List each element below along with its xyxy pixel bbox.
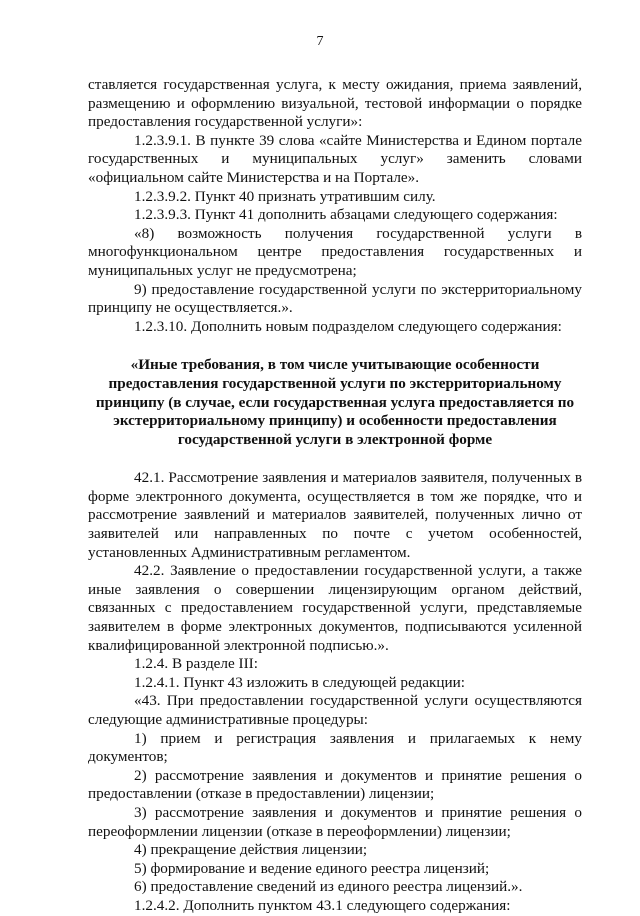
paragraph: «43. При предоставлении государственной услуги осуществляются следующие административные процедуры: bbox=[88, 692, 582, 728]
paragraph: 1.2.4.1. Пункт 43 изложить в следующей редакции: bbox=[134, 673, 465, 691]
paragraph: 1.2.3.9.3. Пункт 41 дополнить абзацами следующего содержания: bbox=[134, 206, 558, 224]
paragraph: 2) рассмотрение заявления и документов и принятие решения о предоставлении (отказе в предоставлении) лицензии; bbox=[88, 766, 582, 803]
paragraph: 1.2.4.2. Дополнить пунктом 43.1 следующего содержания: bbox=[134, 896, 511, 914]
paragraph: 1.2.3.10. Дополнить новым подразделом следующего содержания: bbox=[134, 317, 562, 335]
paragraph: 42.1. Рассмотрение заявления и материалов заявителя, полученных в форме электронного документа, осуществляется в том же порядке, что и рассмотрение заявлений и материалов заявителей, полученных лично от заявителей или направленных по почте с учетом особенностей, установленных Административным регламентом. bbox=[88, 469, 582, 561]
paragraph: 1.2.3.9.1. В пункте 39 слова «сайте Министерства и Едином портале государственных и муниципальных услуг» заменить словами «официальном сайте Министерства и на Портале». bbox=[88, 131, 582, 186]
paragraph: 9) предоставление государственной услуги по экстерриториальному принципу не осуществляется.». bbox=[88, 280, 582, 317]
paragraph: 5) формирование и ведение единого реестра лицензий; bbox=[134, 859, 490, 877]
paragraph: 1) прием и регистрация заявления и прилагаемых к нему документов; bbox=[88, 729, 582, 766]
paragraph: 4) прекращение действия лицензии; bbox=[134, 841, 368, 859]
paragraph: ставляется государственная услуга, к месту ожидания, приема заявлений, размещению и оформлению визуальной, тестовой информации о порядке предоставления государственной услуги»: bbox=[88, 76, 582, 131]
paragraph: 42.2. Заявление о предоставлении государственной услуги, а также иные заявления о совершении лицензирующим органом действий, связанных с предоставлением государственной услуги, представляемые заявителем в форме электронных документов, подписываются усиленной квалифицированной электронной подписью.». bbox=[88, 562, 582, 654]
paragraph: «8) возможность получения государственной услуги в многофункциональном центре предоставления государственных и муниципальных услуг не предусмотрена; bbox=[88, 224, 582, 279]
section-heading: «Иные требования, в том числе учитывающие особенности предоставления государственной услуги по экстерриториальному принципу (в случае, если государственная услуга предоставляется по экстерриториальному принципу) и особенности предоставления государственной услуги в электронной форме bbox=[95, 356, 575, 448]
document-body bbox=[88, 76, 582, 916]
paragraph: 1.2.4. В разделе III: bbox=[134, 655, 258, 673]
paragraph: 6) предоставление сведений из единого реестра лицензий.». bbox=[134, 878, 523, 896]
paragraph: 3) рассмотрение заявления и документов и принятие решения о переоформлении лицензии (отказе в переоформлении) лицензии; bbox=[88, 803, 582, 840]
paragraph: 1.2.3.9.2. Пункт 40 признать утратившим силу. bbox=[134, 187, 436, 205]
page-number: 7 bbox=[316, 34, 324, 49]
